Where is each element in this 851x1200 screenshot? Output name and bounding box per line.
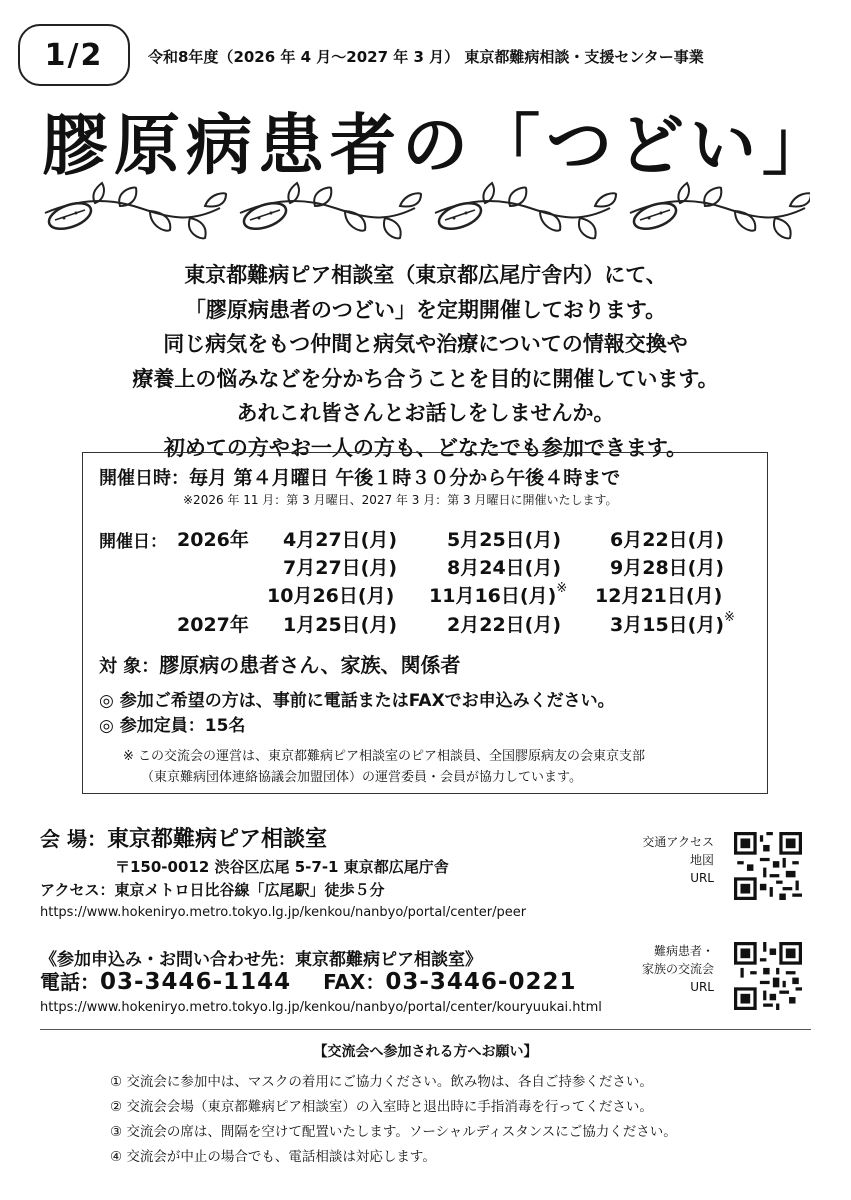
request-item: ④ 交流会が中止の場合でも、電話相談は対応します。 — [110, 1149, 436, 1165]
venue-access: アクセス：東京メトロ日比谷線「広尾駅」徒歩５分 — [40, 881, 385, 899]
intro-line: 同じ病気をもつ仲間と病気や治療についての情報交換や — [163, 332, 688, 356]
apply-instruction: ◎ 参加ご希望の方は、事前に電話またはFAXでお申込みください。 — [99, 691, 615, 711]
date-item: 8月24日(月) — [447, 557, 562, 579]
note-mark: ※ — [556, 581, 568, 596]
schedule-note: ※2026 年 11 月：第 3 月曜日、2027 年 3 月：第 3 月曜日に開催いたします。 — [183, 493, 618, 507]
qr-label-line: URL — [690, 980, 714, 994]
fax-label: FAX： — [323, 970, 386, 994]
divider — [40, 1029, 811, 1030]
year-2027: 2027年 — [177, 614, 249, 636]
target-label: 対 象： — [99, 656, 160, 677]
contact-phone-fax — [40, 966, 576, 995]
capacity: ◎ 参加定員：15名 — [99, 716, 246, 736]
operation-note: ※ この交流会の運営は、東京都難病ピア相談室のピア相談員、全国膠原病友の会東京支部 — [123, 749, 646, 764]
target-value: 膠原病の患者さん、家族、関係者 — [159, 653, 461, 677]
contact-heading: 《参加申込み・お問い合わせ先：東京都難病ピア相談室》 — [40, 950, 482, 970]
exchange-url-link[interactable]: https://www.hokeniryo.metro.tokyo.lg.jp/kenkou/nanbyo/portal/center/kouryuukai.html — [40, 1000, 602, 1015]
qr-label-line: 家族の交流会 — [641, 962, 714, 976]
date-text: 11月16日(月) — [429, 585, 557, 607]
tel-label: 電話： — [40, 970, 100, 994]
schedule-time-value: 毎月 第４月曜日 午後１時３０分から午後４時まで — [189, 467, 621, 489]
date-item: 2月22日(月) — [447, 614, 562, 636]
qr-access-label — [604, 833, 714, 887]
intro-line: あれこれ皆さんとお話しをしませんか。 — [236, 401, 615, 425]
venue-address: 〒150-0012 渋谷区広尾 5-7-1 東京都広尾庁舎 — [115, 858, 449, 876]
page-indicator: 1/2 — [18, 24, 130, 86]
requests-title: 【交流会へ参加される方へお願い】 — [313, 1044, 538, 1060]
intro-line: 「膠原病患者のつどい」を定期開催しております。 — [184, 297, 667, 322]
date-item: 6月22日(月) — [610, 529, 725, 551]
date-item: 10月26日(月) — [267, 585, 395, 607]
venue-url-link[interactable]: https://www.hokeniryo.metro.tokyo.lg.jp/kenkou/nanbyo/portal/center/peer — [40, 905, 527, 920]
year-2026: 2026年 — [177, 529, 249, 551]
date-item: 7月27日(月) — [283, 557, 398, 579]
operation-note: （東京難病団体連絡協議会加盟団体）の運営委員・会員が協力しています。 — [141, 770, 582, 785]
date-item — [429, 581, 567, 608]
date-item: 9月28日(月) — [610, 557, 725, 579]
sweet-potato-vine-decoration — [40, 178, 810, 248]
request-item: ② 交流会会場（東京都難病ピア相談室）の入室時と退出時に手指消毒を行ってください。 — [110, 1099, 653, 1115]
venue-name: 東京都難病ピア相談室 — [106, 827, 327, 852]
target-audience — [99, 649, 460, 678]
tel-number[interactable]: 03-3446-1144 — [100, 969, 292, 995]
qr-label-line: 地図 — [689, 853, 714, 867]
venue — [40, 822, 327, 853]
venue-label: 会 場： — [40, 827, 107, 851]
note-mark: ※ — [724, 610, 735, 625]
page-title: 膠原病患者の「つどい」 — [42, 107, 834, 184]
date-item — [610, 610, 735, 637]
fax-number: 03-3446-0221 — [385, 969, 577, 995]
request-item: ③ 交流会の席は、間隔を空けて配置いたします。ソーシャルディスタンスにご協力ください。 — [110, 1124, 677, 1140]
header-line: 令和8年度（2026 年 4 月〜2027 年 3 月） 東京都難病相談・支援センター事業 — [148, 48, 704, 66]
intro-line: 初めての方やお一人の方も、どなたでも参加できます。 — [163, 435, 688, 460]
date-item: 12月21日(月) — [595, 585, 723, 607]
schedule-box — [82, 452, 768, 794]
qr-code-access-icon[interactable] — [734, 832, 802, 900]
qr-label-line: URL — [690, 871, 714, 885]
qr-code-exchange-icon[interactable] — [734, 942, 802, 1010]
qr-label-line: 交通アクセス — [642, 835, 714, 849]
intro-text — [40, 258, 811, 465]
date-item: 4月27日(月) — [283, 529, 398, 551]
intro-line: 療養上の悩みなどを分かち合うことを目的に開催しています。 — [132, 366, 719, 391]
request-item: ① 交流会に参加中は、マスクの着用にご協力ください。飲み物は、各自ご持参ください。 — [110, 1074, 653, 1090]
qr-label-line: 難病患者・ — [653, 944, 714, 958]
schedule-time — [99, 463, 620, 490]
intro-line: 東京都難病ピア相談室（東京都広尾庁舎内）にて、 — [184, 263, 667, 287]
dates-label: 開催日： — [99, 532, 167, 552]
schedule-time-label: 開催日時： — [99, 468, 189, 489]
date-item: 5月25日(月) — [447, 529, 562, 551]
date-item: 1月25日(月) — [283, 614, 398, 636]
qr-exchange-label — [604, 942, 714, 996]
date-text: 3月15日(月) — [610, 614, 725, 636]
